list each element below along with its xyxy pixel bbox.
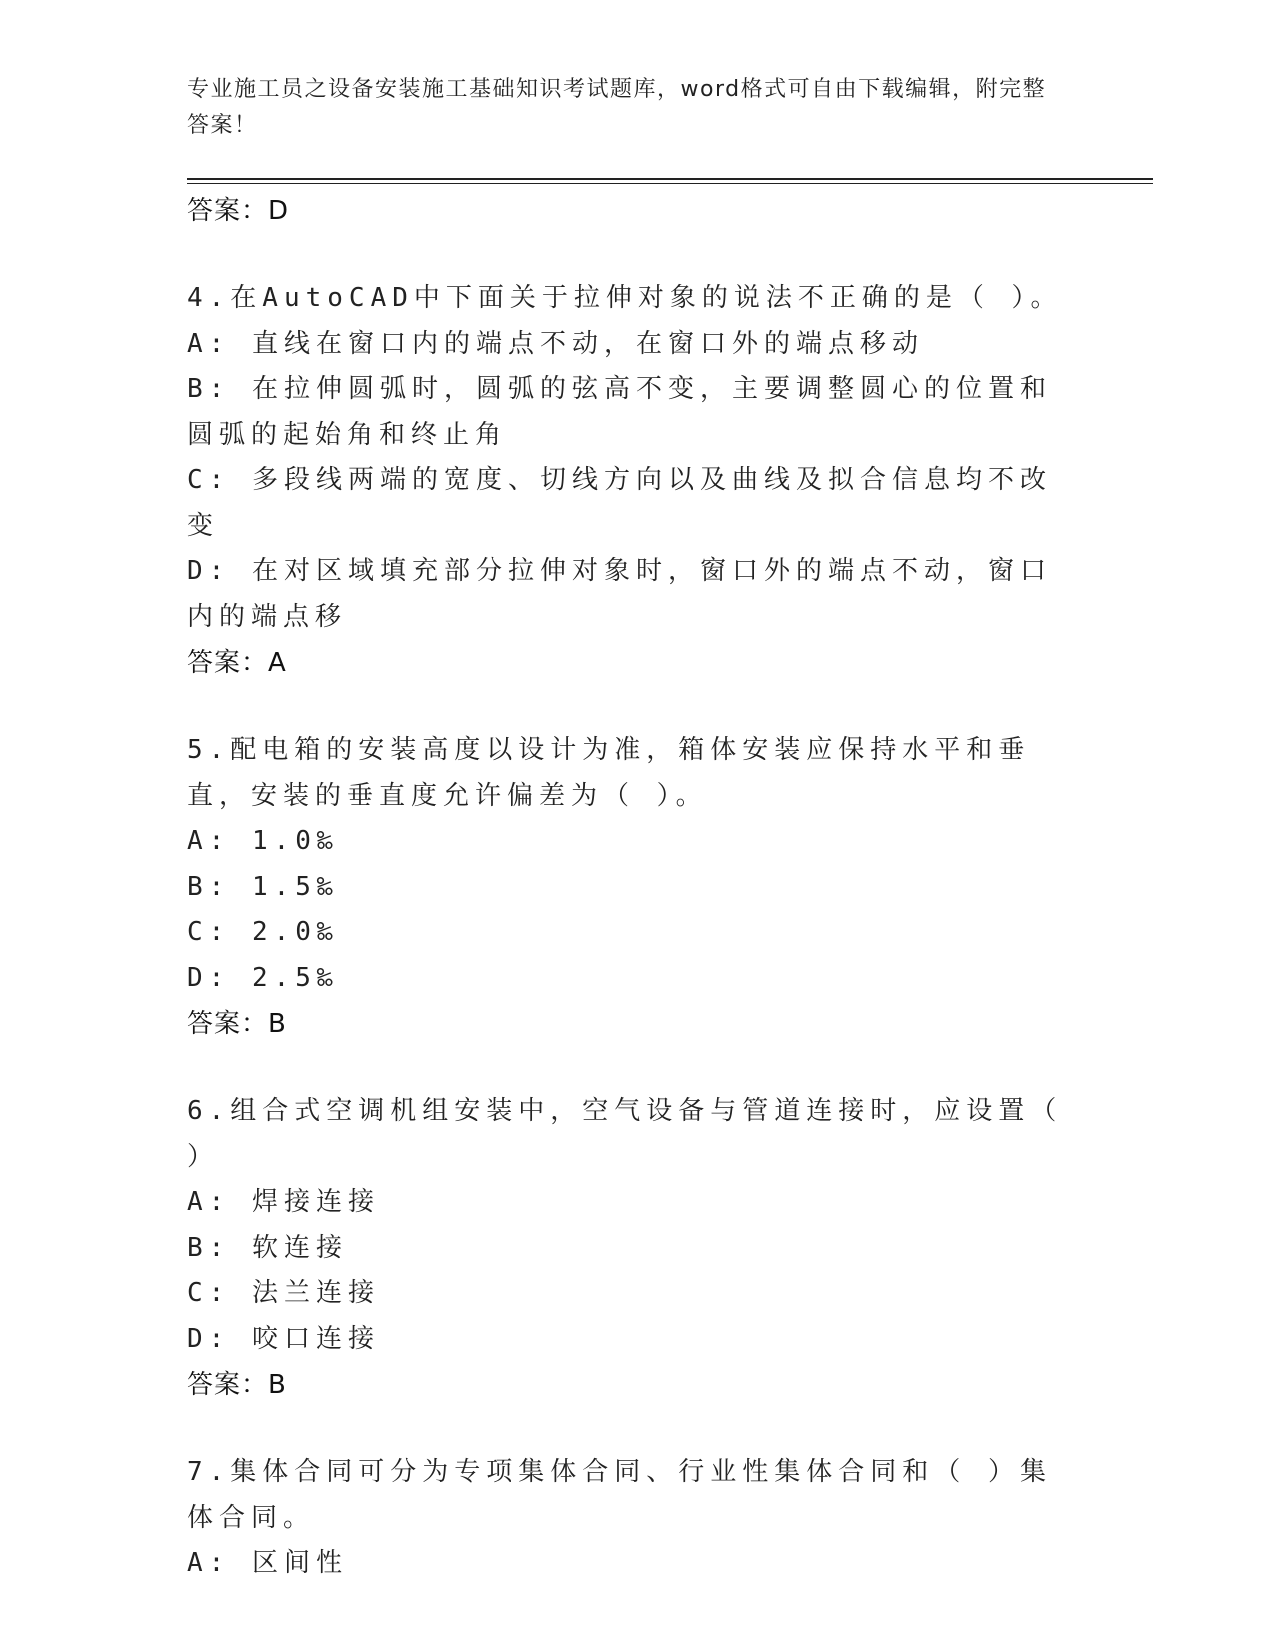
option-letter: B:: [187, 871, 231, 902]
option-text: 区间性: [251, 1548, 348, 1578]
option-letter: C:: [187, 1278, 231, 1308]
option-text: 软连接: [251, 1232, 348, 1263]
option-letter: A:: [187, 328, 231, 359]
block-gap: [187, 234, 1077, 276]
option-text: 焊接连接: [251, 1187, 380, 1217]
answer-option: [187, 458, 1077, 549]
option-letter: C:: [187, 917, 231, 947]
answer-option: [187, 1271, 1077, 1317]
option-text: 2.0‰: [251, 917, 339, 947]
option-letter: D:: [187, 962, 231, 993]
answer-prefix: 答案：: [187, 196, 269, 226]
option-letter: A:: [187, 826, 231, 856]
answer-line: [187, 1362, 1077, 1408]
answer-line: [187, 188, 1077, 234]
answer-option: [187, 1541, 1077, 1587]
option-text: 法兰连接: [251, 1278, 380, 1308]
question-text: 4.在AutoCAD中下面关于拉伸对象的说法不正确的是（ ）。: [187, 283, 1063, 313]
option-text: 2.5‰: [251, 962, 339, 993]
answer-line: [187, 640, 1077, 686]
block-gap: [187, 1047, 1077, 1089]
answer-prefix: 答案：: [187, 1370, 269, 1400]
document-header: 专业施工员之设备安装施工基础知识考试题库，word格式可自由下载编辑，附完整答案！: [187, 77, 1047, 138]
question-list: [187, 188, 1077, 1587]
option-text: 在对区域填充部分拉伸对象时，窗口外的端点不动，窗口内的端点移: [187, 556, 1052, 632]
answer-option: [187, 910, 1077, 956]
answer-option: [187, 367, 1077, 458]
question-text: 7.集体合同可分为专项集体合同、行业性集体合同和（ ）集体合同。: [187, 1457, 1052, 1533]
question-text: 5.配电箱的安装高度以设计为准，箱体安装应保持水平和垂直，安装的垂直度允许偏差为（ ）。: [187, 735, 1031, 811]
answer-prefix: 答案：: [187, 648, 269, 678]
header-divider-thin: [187, 183, 1153, 184]
option-text: 1.0‰: [251, 826, 339, 856]
answer-value: D: [268, 196, 290, 226]
option-letter: B:: [187, 1232, 231, 1263]
option-text: 多段线两端的宽度、切线方向以及曲线及拟合信息均不改变: [187, 465, 1052, 541]
answer-option: [187, 322, 1077, 368]
option-letter: D:: [187, 1323, 231, 1354]
block-gap: [187, 686, 1077, 728]
answer-value: B: [268, 1009, 287, 1039]
option-letter: A:: [187, 1187, 231, 1217]
answer-option: [187, 1226, 1077, 1272]
option-letter: D:: [187, 556, 231, 586]
option-text: 咬口连接: [251, 1323, 380, 1354]
answer-option: [187, 865, 1077, 911]
answer-option: [187, 1317, 1077, 1363]
option-letter: A:: [187, 1548, 231, 1578]
option-text: 直线在窗口内的端点不动，在窗口外的端点移动: [251, 328, 924, 359]
block-gap: [187, 1408, 1077, 1450]
header-divider: [187, 178, 1153, 180]
answer-option: [187, 819, 1077, 865]
answer-line: [187, 1001, 1077, 1047]
answer-value: A: [268, 648, 287, 678]
answer-option: [187, 549, 1077, 640]
answer-option: [187, 1180, 1077, 1226]
answer-value: B: [268, 1370, 287, 1400]
option-text: 在拉伸圆弧时，圆弧的弦高不变，主要调整圆心的位置和圆弧的起始角和终止角: [187, 374, 1052, 450]
answer-prefix: 答案：: [187, 1009, 269, 1039]
question-text: 6.组合式空调机组安装中，空气设备与管道连接时，应设置（ ）: [187, 1096, 1063, 1172]
option-letter: B:: [187, 374, 231, 404]
option-text: 1.5‰: [251, 871, 339, 902]
answer-option: [187, 956, 1077, 1002]
option-letter: C:: [187, 465, 231, 495]
